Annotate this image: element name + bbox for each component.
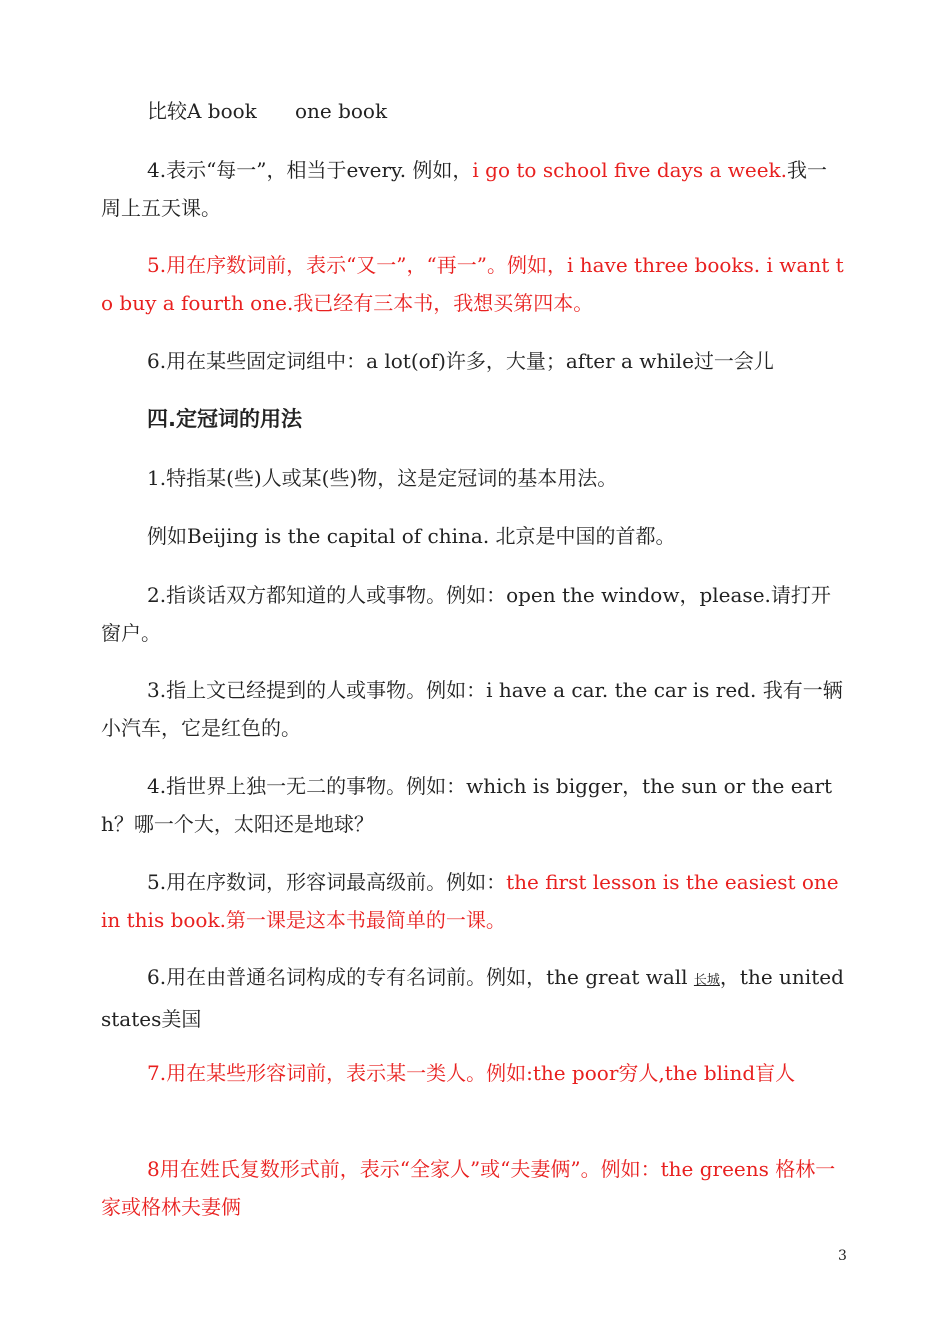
text-run: 例如Beijing is the capital of china. 北京是中国的首都。 bbox=[147, 524, 676, 548]
text-run: 6.用在某些固定词组中：a lot(of)许多，大量；after a while过一会儿 bbox=[147, 349, 774, 373]
paragraph-compare bbox=[101, 92, 846, 130]
paragraph-definite-usage-7 bbox=[101, 1054, 846, 1092]
paragraph-definite-usage-5 bbox=[101, 863, 846, 939]
text-run: 5.用在序数词前，表示“又一”，“再一”。例如，i have three books. i want to buy a fourth one.我已经有三本书，我想买第四本。 bbox=[101, 253, 844, 315]
paragraph-definite-usage-3 bbox=[101, 671, 846, 747]
paragraph-definite-usage-4 bbox=[101, 767, 846, 843]
paragraph-definite-usage-8 bbox=[101, 1150, 846, 1226]
page-number: 3 bbox=[838, 1248, 847, 1264]
text-run: 比较A book one book bbox=[147, 99, 388, 123]
paragraph-article-usage-6 bbox=[101, 342, 846, 380]
text-run: 5.用在序数词，形容词最高级前。例如： bbox=[147, 870, 507, 894]
paragraph-definite-usage-6 bbox=[101, 958, 846, 1038]
paragraph-definite-usage-1 bbox=[101, 459, 846, 497]
example-sentence: the first lesson is the easiest one in this book.第一课是这本书最简单的一课。 bbox=[101, 870, 839, 932]
text-run: 4.指世界上独一无二的事物。例如：which is bigger，the sun or the earth？哪一个大，太阳还是地球？ bbox=[101, 774, 833, 836]
text-run: 4.表示“每一”，相当于every. 例如， bbox=[147, 158, 473, 182]
text-run: 我一周上五天课。 bbox=[101, 158, 828, 220]
section-heading bbox=[101, 400, 846, 438]
paragraph-article-usage-5 bbox=[101, 246, 846, 322]
text-run: 3.指上文已经提到的人或事物。例如：i have a car. the car is red. 我有一辆小汽车，它是红色的。 bbox=[101, 678, 843, 740]
text-run: 7.用在某些形容词前，表示某一类人。例如:the poor穷人,the blind盲人 bbox=[147, 1061, 796, 1085]
text-run: 1.特指某(些)人或某(些)物，这是定冠词的基本用法。 bbox=[147, 466, 618, 490]
annotation-great-wall: 长城 bbox=[693, 973, 720, 988]
paragraph-article-usage-4 bbox=[101, 151, 846, 227]
paragraph-definite-example-1 bbox=[101, 517, 846, 555]
text-run: 8用在姓氏复数形式前，表示“全家人”或“夫妻俩”。例如：the greens 格林一家或格林夫妻俩 bbox=[101, 1157, 836, 1219]
heading-text: 四.定冠词的用法 bbox=[147, 407, 302, 431]
text-run: ，the united states美国 bbox=[101, 965, 844, 1031]
example-sentence: i go to school five days a week. bbox=[472, 158, 788, 182]
text-run: 2.指谈话双方都知道的人或事物。例如：open the window，please.请打开窗户。 bbox=[101, 583, 831, 645]
text-run: 6.用在由普通名词构成的专有名词前。例如，the great wall bbox=[147, 965, 694, 989]
paragraph-definite-usage-2 bbox=[101, 576, 846, 652]
